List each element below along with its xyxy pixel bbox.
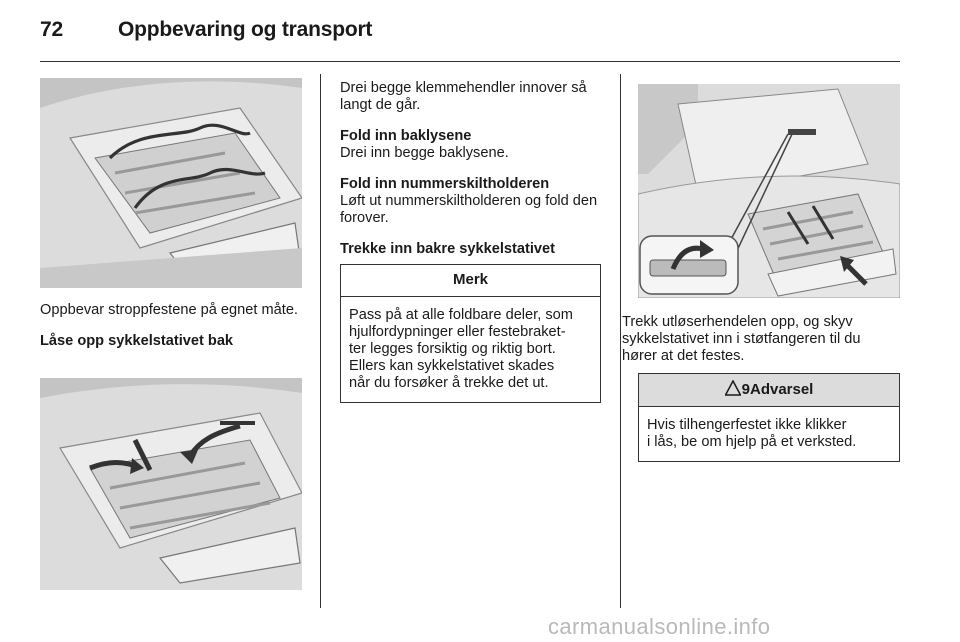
note-line: Ellers kan sykkelstativet skades xyxy=(349,358,555,374)
unlock-heading: Låse opp sykkelstativet bak xyxy=(40,333,234,349)
retract-heading: Trekke inn bakre sykkelstativet xyxy=(340,241,555,257)
clamp-text: Drei begge klemmehendler innover så langt de går. xyxy=(340,80,587,113)
note-line: Pass på at alle foldbare deler, som xyxy=(349,307,573,323)
retract-text-line: Trekk utløserhendelen opp, og skyv xyxy=(622,314,853,330)
taillights-heading: Fold inn baklysene xyxy=(340,128,472,144)
warning-header xyxy=(639,374,899,407)
column-3 xyxy=(622,314,908,365)
warning-line: Hvis tilhengerfestet ikke klikker xyxy=(647,417,847,433)
column-2 xyxy=(340,80,602,403)
illustration-retract-rack xyxy=(638,84,900,298)
note-title: Merk xyxy=(341,265,600,297)
warning-box xyxy=(638,373,900,462)
plate-holder-heading: Fold inn nummerskiltholderen xyxy=(340,176,550,192)
plate-holder-text: Løft ut nummerskiltholderen og fold den forover. xyxy=(340,193,598,226)
note-line: når du forsøker å trekke det ut. xyxy=(349,375,549,391)
warning-number: 9 xyxy=(741,381,750,398)
strap-storage-text: Oppbevar stroppfestene på egnet måte. xyxy=(40,302,298,318)
page-number: 72 xyxy=(40,18,63,41)
taillights-text: Drei inn begge baklysene. xyxy=(340,145,509,161)
page-title: Oppbevaring og transport xyxy=(118,18,373,41)
column-1 xyxy=(40,302,302,364)
column-divider-1 xyxy=(320,74,321,608)
warning-line: i lås, be om hjelp på et verksted. xyxy=(647,434,857,450)
note-line: hjulfordypninger eller festebraket- xyxy=(349,324,566,340)
warning-container xyxy=(638,367,900,462)
watermark: carmanualsonline.info xyxy=(548,614,771,639)
warning-body xyxy=(639,407,899,461)
warning-title: Advarsel xyxy=(749,381,814,398)
warning-triangle-icon xyxy=(725,380,741,396)
column-divider-2 xyxy=(620,74,621,608)
header-rule xyxy=(40,61,900,62)
note-body xyxy=(341,297,600,402)
retract-text-line: sykkelstativet inn i støtfangeren til du xyxy=(622,331,861,347)
note-box xyxy=(340,264,601,403)
retract-text-line: hører at det festes. xyxy=(622,348,745,364)
note-line: ter legges forsiktig og riktig bort. xyxy=(349,341,556,357)
illustration-strap-storage xyxy=(40,78,302,288)
illustration-unlock-rack xyxy=(40,378,302,590)
